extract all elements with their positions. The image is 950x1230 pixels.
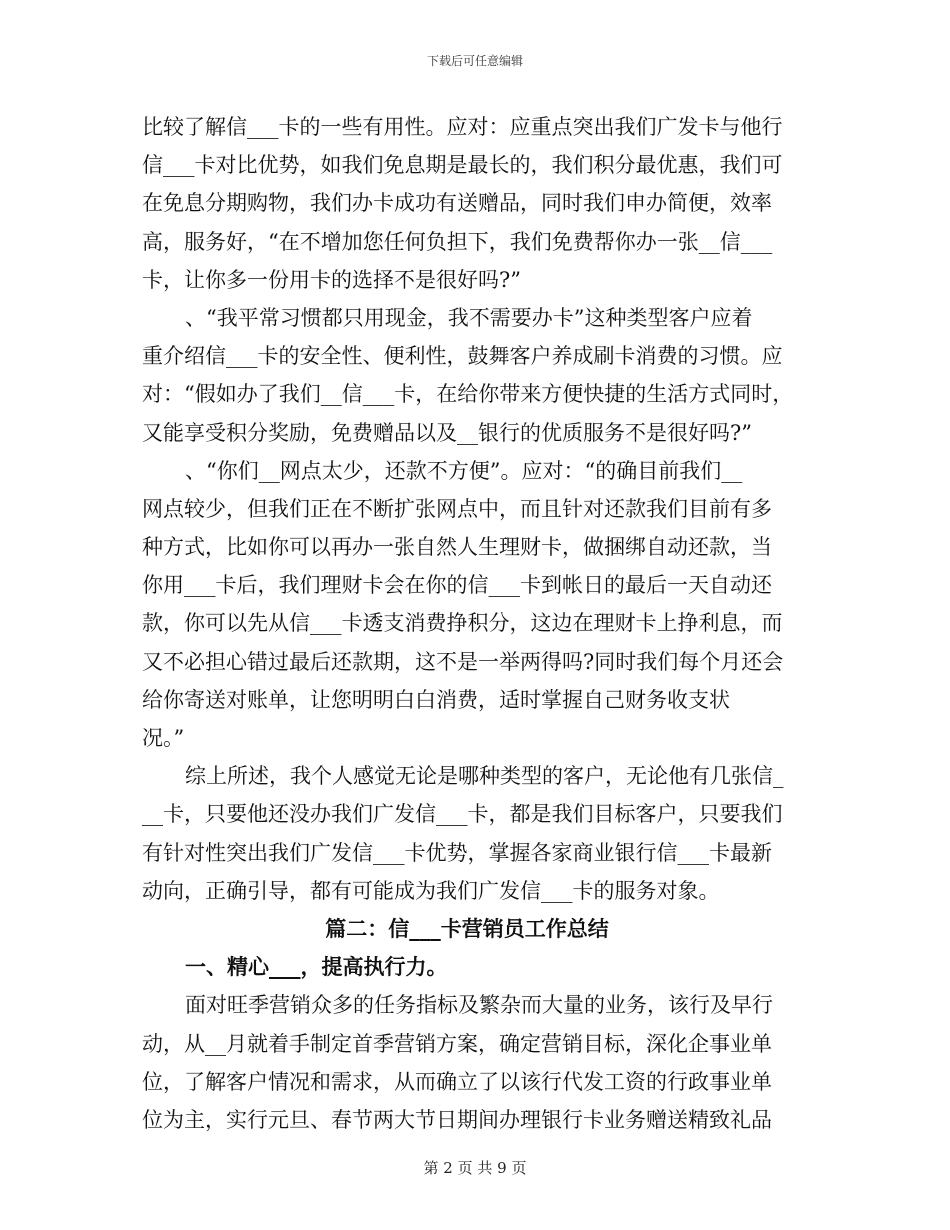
section-title: 篇二：信___卡营销员工作总结 (325, 915, 609, 941)
document-body (142, 108, 822, 1139)
body-line: 高，服务好，“在不增加您任何负担下，我们免费帮你办一张__信___ (142, 229, 773, 254)
body-line: 又能享受积分奖励，免费赠品以及__银行的优质服务不是很好吗?” (142, 420, 752, 445)
body-line: 面对旺季营销众多的任务指标及繁杂而大量的业务，该行及早行 (185, 993, 773, 1018)
body-line: 你用___卡后，我们理财卡会在你的信___卡到帐日的最后一天自动还 (142, 573, 772, 598)
subsection-heading: 一、精心___，提高执行力。 (185, 954, 448, 980)
body-line: 又不必担心错过最后还款期，这不是一举两得吗?同时我们每个月还会 (142, 649, 784, 674)
page-footer: 第 2 页 共 9 页 (423, 1159, 527, 1177)
body-line: 综上所述，我个人感觉无论是哪种类型的客户，无论他有几张信_ (185, 764, 784, 789)
body-line: 动向，正确引导，都有可能成为我们广发信___卡的服务对象。 (142, 878, 720, 903)
body-line: 、“我平常习惯都只用现金，我不需要办卡”这种类型客户应着 (185, 305, 753, 330)
body-line: 重介绍信___卡的安全性、便利性，鼓舞客户养成刷卡消费的习惯。应 (142, 344, 783, 369)
body-line: 卡，让你多一份用卡的选择不是很好吗?” (142, 267, 521, 292)
body-line: 、“你们__网点太少，还款不方便”。应对：“的确目前我们__ (185, 458, 743, 483)
body-line: 动，从__月就着手制定首季营销方案，确定营销目标，深化企事业单 (142, 1031, 772, 1056)
body-line: 位为主，实行元旦、春节两大节日期间办理银行卡业务赠送精致礼品 (142, 1107, 772, 1132)
body-line: 信___卡对比优势，如我们免息期是最长的，我们积分最优惠，我们可 (142, 153, 783, 178)
body-line: 比较了解信___卡的一些有用性。应对：应重点突出我们广发卡与他行 (142, 115, 783, 139)
body-line: 给你寄送对账单，让您明明白白消费，适时掌握自己财务收支状 (142, 687, 730, 712)
body-line: 位，了解客户情况和需求，从而确立了以该行代发工资的行政事业单 (142, 1069, 772, 1094)
body-line: 在免息分期购物，我们办卡成功有送赠品，同时我们申办简便，效率 (142, 191, 772, 216)
body-line: 况。” (142, 726, 185, 750)
body-line: 网点较少，但我们正在不断扩张网点中，而且针对还款我们目前有多 (142, 496, 772, 521)
body-line: __卡，只要他还没办我们广发信___卡，都是我们目标客户，只要我们 (142, 802, 783, 827)
body-line: 种方式，比如你可以再办一张自然人生理财卡，做捆绑自动还款，当 (142, 535, 772, 560)
body-line: 有针对性突出我们广发信___卡优势，掌握各家商业银行信___卡最新 (142, 840, 772, 865)
body-line: 对：“假如办了我们__信___卡，在给你带来方便快捷的生活方式同时， (142, 382, 794, 407)
body-line: 款，你可以先从信___卡透支消费挣积分，这边在理财卡上挣利息，而 (142, 611, 783, 636)
page-header: 下载后可任意编辑 (426, 54, 523, 68)
